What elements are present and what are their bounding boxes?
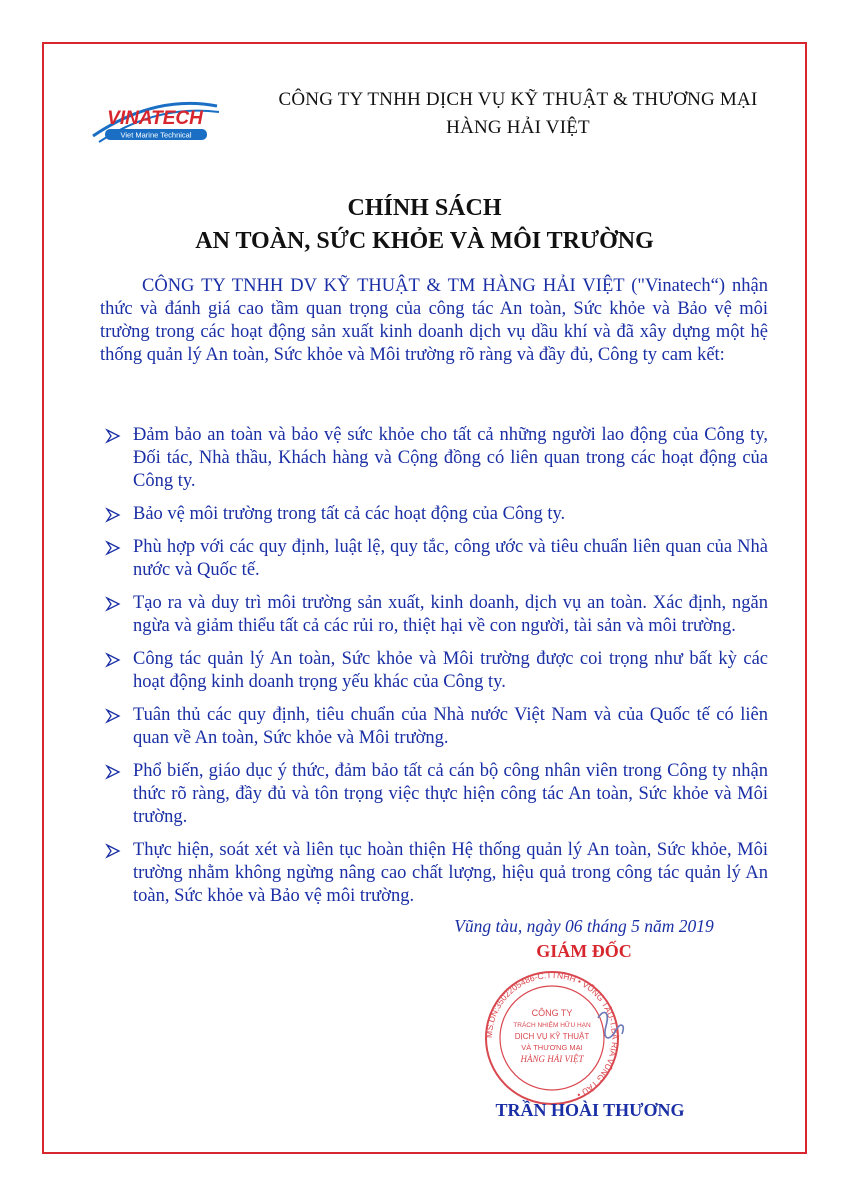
arrow-bullet-icon: [105, 596, 121, 612]
list-item: [100, 839, 768, 908]
company-name-line1: CÔNG TY TNHH DỊCH VỤ KỸ THUẬT & THƯƠNG MẠI: [278, 89, 758, 110]
list-item: [100, 424, 768, 493]
policy-title: [0, 192, 849, 258]
policy-title-line2: AN TOÀN, SỨC KHỎE VÀ MÔI TRƯỜNG: [195, 228, 654, 254]
place-date: Vũng tàu, ngày 06 tháng 5 năm 2019: [454, 916, 714, 936]
seal-line2: TRÁCH NHIỆM HỮU HẠN: [513, 1022, 591, 1029]
company-name-line2: HÀNG HẢI VIỆT: [446, 117, 590, 138]
arrow-bullet-icon: [105, 428, 121, 444]
seal-ring-text: MS.DN:3502205486-C.TTNHH • VŨNG TÀU-T.BÀ RỊA VŨNG TÀU •: [483, 969, 621, 1101]
logo-brand: VINATECH: [107, 108, 203, 129]
vinatech-logo: [85, 92, 225, 150]
list-item: [100, 592, 768, 638]
list-item: [100, 648, 768, 694]
commitment-text: Thực hiện, soát xét và liên tục hoàn thiện Hệ thống quản lý An toàn, Sức khỏe, Môi trường nhằm không ngừng nâng cao chất lượng, hiệu quả trong công tác quản lý An toàn, Sức khỏe và Bảo vệ môi trường.: [133, 840, 768, 906]
list-item: [100, 760, 768, 829]
arrow-bullet-icon: [105, 540, 121, 556]
commitment-text: Phù hợp với các quy định, luật lệ, quy tắc, công ước và tiêu chuẩn liên quan của Nhà nước và Quốc tế.: [133, 537, 768, 580]
commitment-text: Tạo ra và duy trì môi trường sản xuất, kinh doanh, dịch vụ an toàn. Xác định, ngăn ngừa và giảm thiểu tất cả các rủi ro, thiệt hại về con người, tài sản và môi trường.: [133, 593, 768, 636]
signer-position: GIÁM ĐỐC: [536, 941, 632, 961]
commitment-text: Đảm bảo an toàn và bảo vệ sức khỏe cho tất cả những người lao động của Công ty, Đối tác, Nhà thầu, Khách hàng và Cộng đồng có liên quan trong các hoạt động của Công ty.: [133, 425, 768, 491]
commitment-text: Công tác quản lý An toàn, Sức khỏe và Môi trường được coi trọng như bất kỳ các hoạt động kinh doanh trọng yếu khác của Công ty.: [133, 649, 768, 692]
intro-paragraph: CÔNG TY TNHH DV KỸ THUẬT & TM HÀNG HẢI VIỆT ("Vinatech“) nhận thức và đánh giá cao tầm quan trọng của công tác An toàn, Sức khỏe và Bảo vệ môi trường trong các hoạt động sản xuất kinh doanh dịch vụ dầu khí và đã xây dựng một hệ thống quản lý An toàn, Sức khỏe và Môi trường rõ ràng và đầy đủ, Công ty cam kết:: [100, 276, 768, 365]
company-header: [248, 86, 788, 142]
seal-line1: CÔNG TY: [531, 1008, 573, 1018]
commitment-text: Phổ biến, giáo dục ý thức, đảm bảo tất cả cán bộ công nhân viên trong Công ty nhận thức rõ ràng, đầy đủ và tôn trọng việc thực hiện công tác An toàn, Sức khỏe và Môi trường.: [133, 761, 768, 827]
seal-line3: DỊCH VỤ KỸ THUẬT: [514, 1032, 590, 1041]
policy-title-line1: CHÍNH SÁCH: [347, 195, 502, 221]
list-item: [100, 536, 768, 582]
logo-tagline: Viet Marine Technical: [120, 130, 192, 140]
seal-line5: HÀNG HẢI VIỆT: [520, 1054, 584, 1064]
arrow-bullet-icon: [105, 708, 121, 724]
commitment-text: Tuân thủ các quy định, tiêu chuẩn của Nhà nước Việt Nam và của Quốc tế có liên quan về An toàn, Sức khỏe và Môi trường.: [133, 705, 768, 748]
list-item: [100, 503, 768, 526]
signer-name: TRẦN HOÀI THƯƠNG: [495, 1100, 685, 1120]
arrow-bullet-icon: [105, 843, 121, 859]
company-seal: [470, 960, 645, 1110]
list-item: [100, 704, 768, 750]
commitments-list: [100, 424, 768, 918]
commitment-text: Bảo vệ môi trường trong tất cả các hoạt động của Công ty.: [133, 504, 566, 524]
arrow-bullet-icon: [105, 764, 121, 780]
arrow-bullet-icon: [105, 652, 121, 668]
arrow-bullet-icon: [105, 507, 121, 523]
seal-line4: VÀ THƯƠNG MẠI: [521, 1043, 583, 1052]
